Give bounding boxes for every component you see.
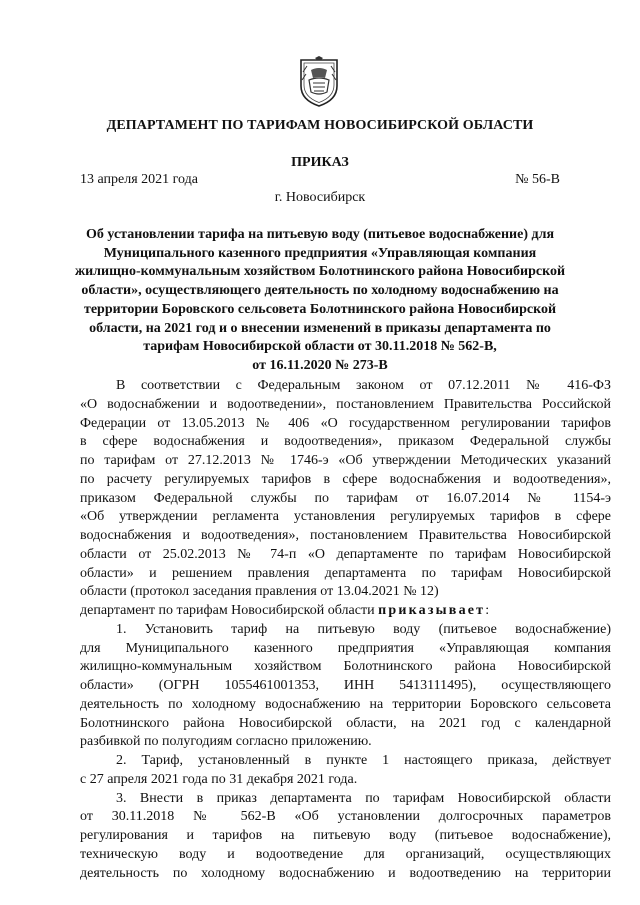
document-type: ПРИКАЗ bbox=[291, 155, 349, 170]
preamble-line: Федерации от 13.05.2013 № 406 «О государственном регулировании тарифов bbox=[80, 415, 611, 431]
item-3-line: регулирования и тарифов на питьевую воду (питьевое водоснабжение), bbox=[80, 828, 611, 843]
document-date: 13 апреля 2021 года bbox=[80, 172, 198, 187]
decree-prefix: департамент по тарифам Новосибирской области bbox=[80, 603, 375, 618]
item-3-line: 3. Внести в приказ департамента по тарифам Новосибирской области bbox=[116, 790, 611, 806]
preamble-line: по тарифам от 27.12.2013 № 1746-э «Об утверждении Методических указаний bbox=[80, 453, 611, 468]
item-2-line: с 27 апреля 2021 года по 31 декабря 2021 года. bbox=[80, 771, 358, 787]
title-line: Муниципального казенного предприятия «Управляющая компания bbox=[103, 245, 537, 261]
preamble-line: водоснабжения и водоотведения», постановлением Правительства Новосибирской bbox=[80, 528, 611, 543]
department-name: ДЕПАРТАМЕНТ ПО ТАРИФАМ НОВОСИБИРСКОЙ ОБЛАСТИ bbox=[106, 118, 534, 133]
title-line: области, на 2021 год и о внесении изменений в приказы департамента по bbox=[89, 320, 551, 336]
preamble-line: приказом Федеральной службы по тарифам от 16.07.2014 № 1154-э bbox=[80, 490, 611, 506]
preamble-line: «Об утверждении регламента установления регулируемых тарифов в сфере bbox=[80, 509, 611, 525]
item-3-line: деятельность по холодному водоснабжению и водоотведению на территории bbox=[80, 865, 611, 881]
item-2-line: 2. Тариф, установленный в пункте 1 настоящего приказа, действует bbox=[116, 753, 611, 768]
decree-colon: : bbox=[485, 603, 490, 618]
preamble-line: области (протокол заседания правления от 13.04.2021 № 12) bbox=[80, 584, 439, 600]
decree-line bbox=[80, 602, 611, 621]
item-1-line: области» (ОГРН 1055461001353, ИНН 5413111495), осуществляющего bbox=[80, 678, 611, 693]
preamble-line: области от 25.02.2013 № 74-п «О департаменте по тарифам Новосибирской bbox=[80, 546, 611, 562]
item-1-line: разбивкой по полугодиям согласно приложению. bbox=[80, 734, 372, 750]
title-line: Об установлении тарифа на питьевую воду (питьевое водоснабжение) для bbox=[85, 227, 555, 242]
title-line: области», осуществляющего деятельность по холодному водоснабжению на bbox=[81, 283, 559, 299]
preamble-line: в сфере водоснабжения и водоотведения», приказом Федеральной службы bbox=[80, 434, 611, 450]
item-1-line: Болотнинского района Новосибирской области, на 2021 год с календарной bbox=[80, 715, 611, 731]
document-number: № 56-В bbox=[515, 172, 560, 187]
title-line: жилищно-коммунальным хозяйством Болотнинского района Новосибирской bbox=[74, 264, 566, 280]
document-title bbox=[70, 226, 570, 376]
preamble-line: В соответствии с Федеральным законом от 07.12.2011 № 416-ФЗ bbox=[116, 378, 611, 393]
coat-of-arms-icon bbox=[297, 56, 341, 108]
item-1-line: жилищно-коммунальным хозяйством Болотнинского района Новосибирской bbox=[80, 659, 611, 675]
title-line: территории Боровского сельсовета Болотнинского района Новосибирской bbox=[83, 301, 557, 317]
item-3-line: техническую воду и водоотведение для организаций, осуществляющих bbox=[80, 846, 611, 862]
item-1-line: для Муниципального казенного предприятия «Управляющая компания bbox=[80, 640, 611, 656]
title-line: от 16.11.2020 № 273-В bbox=[252, 357, 388, 373]
preamble-line: «О водоснабжении и водоотведении», постановлением Правительства Российской bbox=[80, 396, 611, 412]
decree-word: приказывает bbox=[378, 603, 486, 618]
document-city: г. Новосибирск bbox=[274, 190, 366, 205]
item-3-line: от 30.11.2018 № 562-В «Об установлении долгосрочных параметров bbox=[80, 809, 611, 825]
document-body bbox=[80, 377, 611, 883]
item-1-line: деятельность по холодному водоснабжению на территории Боровского сельсовета bbox=[80, 696, 611, 712]
title-line: тарифам Новосибирской области от 30.11.2018 № 562-В, bbox=[143, 339, 497, 355]
item-1-line: 1. Установить тариф на питьевую воду (питьевое водоснабжение) bbox=[116, 621, 611, 637]
preamble-line: по расчету регулируемых тарифов в сфере водоснабжения и водоотведения», bbox=[80, 471, 611, 487]
preamble-line: области» и решением правления департамента по тарифам Новосибирской bbox=[80, 565, 611, 581]
